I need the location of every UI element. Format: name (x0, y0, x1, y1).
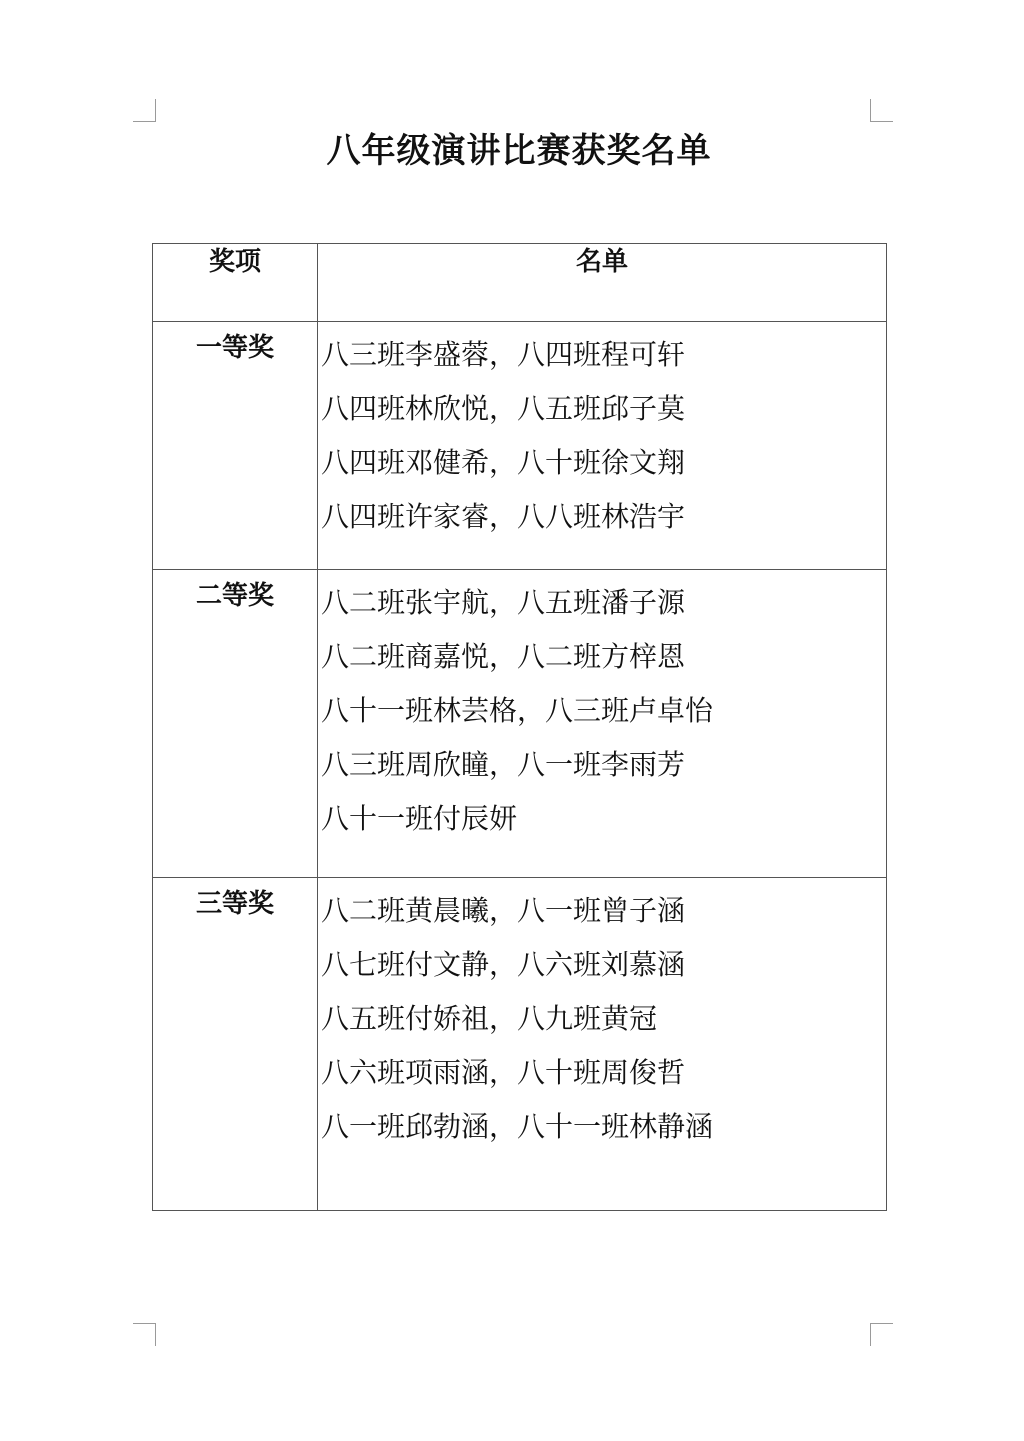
award-second-prize: 二等奖 (153, 570, 318, 878)
crop-mark-bottom-right (870, 1323, 893, 1346)
award-table (152, 243, 887, 1211)
document-title: 八年级演讲比赛获奖名单 (326, 131, 712, 171)
name-line: 八四班邓健希，八十班徐文翔 (321, 446, 686, 479)
name-line: 八三班周欣瞳，八一班李雨芳 (321, 748, 686, 781)
name-line: 八四班许家睿，八八班林浩宇 (321, 500, 686, 533)
crop-mark-top-left (133, 99, 156, 122)
name-line: 八十一班付辰妍 (321, 802, 518, 835)
name-line: 八三班李盛蓉，八四班程可轩 (321, 338, 686, 371)
name-line: 八一班邱勃涵，八十一班林静涵 (321, 1110, 714, 1143)
header-award: 奖项 (153, 244, 318, 322)
table-row (153, 878, 887, 1211)
name-line: 八二班张宇航，八五班潘子源 (321, 586, 686, 619)
table-row (153, 322, 887, 570)
names-cell (318, 570, 887, 878)
crop-mark-bottom-left (133, 1323, 156, 1346)
name-line: 八二班黄晨曦，八一班曾子涵 (321, 894, 686, 927)
names-cell (318, 322, 887, 570)
crop-mark-top-right (870, 99, 893, 122)
name-line: 八十一班林芸格，八三班卢卓怡 (321, 694, 714, 727)
name-line: 八六班项雨涵，八十班周俊哲 (321, 1056, 686, 1089)
name-line: 八四班林欣悦，八五班邱子莫 (321, 392, 686, 425)
award-first-prize: 一等奖 (153, 322, 318, 570)
names-cell (318, 878, 887, 1211)
table-header-row (153, 244, 887, 322)
name-line: 八七班付文静，八六班刘慕涵 (321, 948, 686, 981)
name-line: 八二班商嘉悦，八二班方梓恩 (321, 640, 686, 673)
name-line: 八五班付娇祖，八九班黄冠 (321, 1002, 658, 1035)
table-row (153, 570, 887, 878)
header-list: 名单 (318, 244, 887, 322)
award-third-prize: 三等奖 (153, 878, 318, 1211)
